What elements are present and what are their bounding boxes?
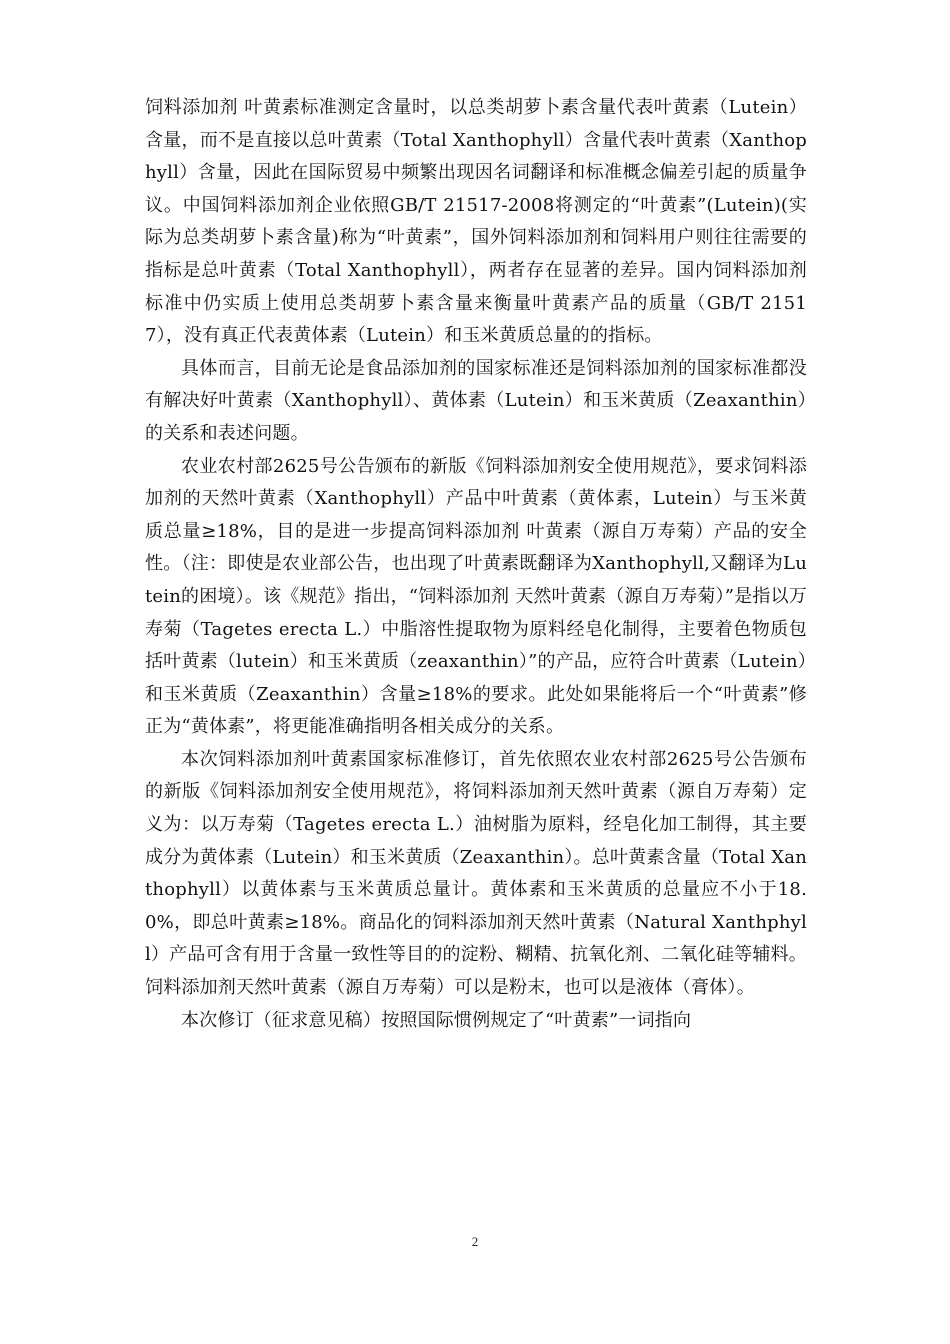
page-number: 2 (471, 1234, 479, 1249)
paragraph-4: 本次饲料添加剂叶黄素国家标准修订，首先依照农业农村部2625号公告颁布的新版《饲料添加剂安全使用规范》，将饲料添加剂天然叶黄素（源自万寿菊）定义为：以万寿菊（Tagetes erecta L.）油树脂为原料，经皂化加工制得，其主要成分为黄体素（Lutein）和玉米黄质（Zeaxanthin）。总叶黄素含量（Total Xanthophyll）以黄体素与玉米黄质总量计。黄体素和玉米黄质的总量应不小于18.0%，即总叶黄素≥18%。商品化的饲料添加剂天然叶黄素（Natural Xanthphyll）产品可含有用于含量一致性等目的的淀粉、糊精、抗氧化剂、二氧化硅等辅料。饲料添加剂天然叶黄素（源自万寿菊）可以是粉末，也可以是液体（膏体）。 (145, 748, 807, 999)
paragraph-2: 具体而言，目前无论是食品添加剂的国家标准还是饲料添加剂的国家标准都没有解决好叶黄素（Xanthophyll）、黄体素（Lutein）和玉米黄质（Zeaxanthin）的关系和表述问题。 (145, 357, 807, 444)
document-body (145, 92, 807, 1037)
paragraph-3: 农业农村部2625号公告颁布的新版《饲料添加剂安全使用规范》，要求饲料添加剂的天然叶黄素（Xanthophyll）产品中叶黄素（黄体素，Lutein）与玉米黄质总量≥18%，目的是进一步提高饲料添加剂 叶黄素（源自万寿菊）产品的安全性。（注：即使是农业部公告，也出现了叶黄素既翻译为Xanthophyll,又翻译为Lutein的困境）。该《规范》指出，“饲料添加剂 天然叶黄素（源自万寿菊）”是指以万寿菊（Tagetes erecta L.）中脂溶性提取物为原料经皂化制得，主要着色物质包括叶黄素（lutein）和玉米黄质（zeaxanthin）”的产品，应符合叶黄素（Lutein）和玉米黄质（Zeaxanthin）含量≥18%的要求。此处如果能将后一个“叶黄素”修正为“黄体素”，将更能准确指明各相关成分的关系。 (145, 455, 807, 738)
paragraph-5: 本次修订（征求意见稿）按照国际惯例规定了“叶黄素”一词指向 (181, 1009, 692, 1031)
paragraph-1: 饲料添加剂 叶黄素标准测定含量时，以总类胡萝卜素含量代表叶黄素（Lutein）含量，而不是直接以总叶黄素（Total Xanthophyll）含量代表叶黄素（Xanthophyll）含量，因此在国际贸易中频繁出现因名词翻译和标准概念偏差引起的质量争议。中国饲料添加剂企业依照GB/T 21517-2008将测定的“叶黄素”(Lutein)(实际为总类胡萝卜素含量)称为“叶黄素”，国外饲料添加剂和饲料用户则往往需要的指标是总叶黄素（Total Xanthophyll），两者存在显著的差异。国内饲料添加剂标准中仍实质上使用总类胡萝卜素含量来衡量叶黄素产品的质量（GB/T 21517），没有真正代表黄体素（Lutein）和玉米黄质总量的的指标。 (145, 97, 807, 347)
